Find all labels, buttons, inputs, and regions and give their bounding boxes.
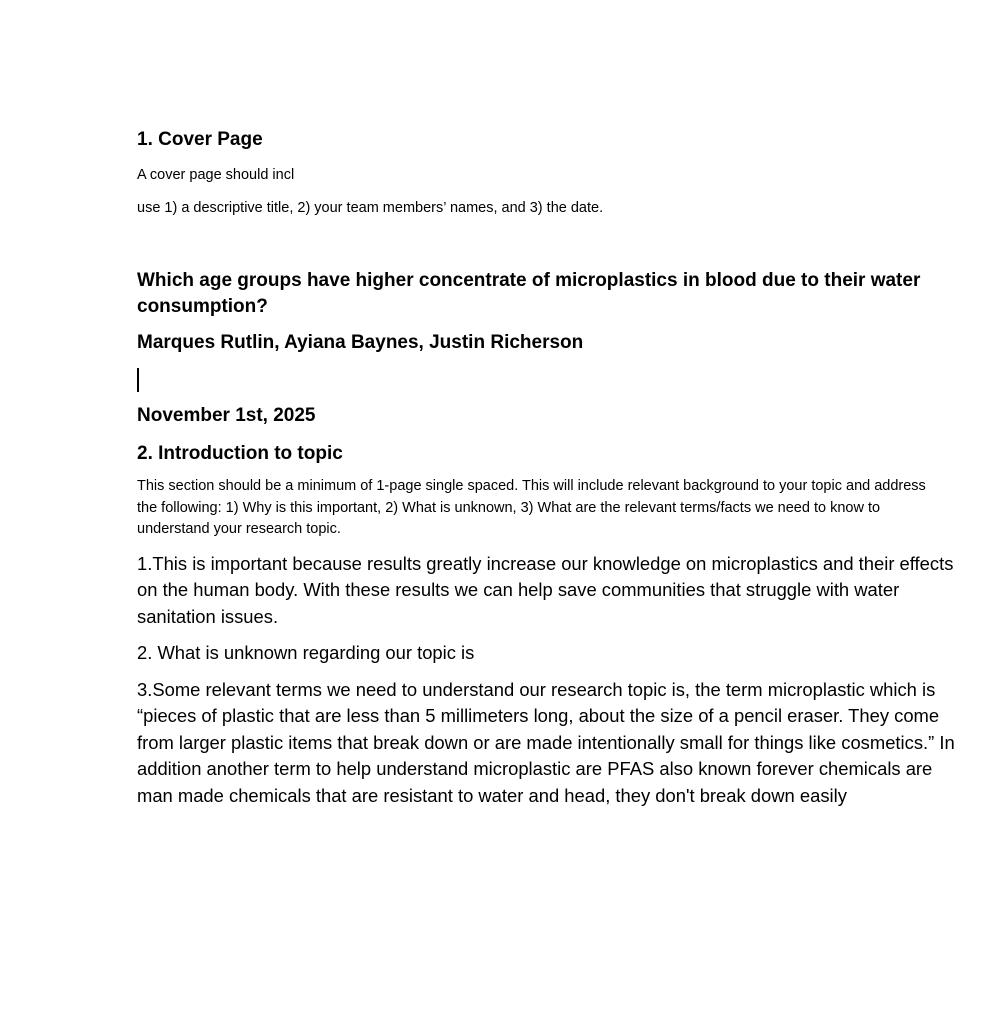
paragraph-line: sanitation issues.	[137, 605, 279, 627]
team-members: Marques Rutlin, Ayiana Baynes, Justin Richerson	[137, 332, 584, 353]
cover-instructions-line-1: A cover page should incl	[137, 167, 295, 183]
introduction-heading: 2. Introduction to topic	[137, 443, 343, 464]
introduction-instructions	[137, 476, 1002, 541]
instructions-line: understand your research topic.	[137, 521, 341, 537]
cover-page-heading: 1. Cover Page	[137, 129, 263, 150]
document-body[interactable]	[137, 128, 1002, 809]
paragraph-line: “pieces of plastic that are less than 5 millimeters long, about the size of a pencil eraser. They come	[137, 705, 940, 726]
paragraph-line: from larger plastic items that break down or are made intentionally small for things like cosmetics.” In	[137, 731, 955, 753]
report-title-line-2: consumption?	[137, 296, 268, 317]
report-title-line-1: Which age groups have higher concentrate of microplastics in blood due to their water	[137, 270, 921, 291]
cover-instructions-line-2: use 1) a descriptive title, 2) your team members’ names, and 3) the date.	[137, 199, 604, 216]
empty-line[interactable]	[137, 368, 1002, 392]
instructions-line: This section should be a minimum of 1-page single spaced. This will include relevant background to your topic and address	[137, 478, 926, 494]
paragraph-line: on the human body. With these results we can help save communities that struggle with water	[137, 579, 900, 600]
paragraph-line: man made chemicals that are resistant to water and head, they don't break down easily	[137, 784, 847, 806]
paragraph-line: 1.This is important because results greatly increase our knowledge on microplastics and their effects	[137, 552, 954, 574]
point-2-paragraph: 2. What is unknown regarding our topic is	[137, 642, 475, 663]
paragraph-line: addition another term to help understand microplastic are PFAS also known forever chemicals are	[137, 758, 933, 779]
point-1-paragraph	[137, 551, 1002, 631]
point-3-paragraph	[137, 677, 1002, 810]
instructions-line: the following: 1) Why is this important, 2) What is unknown, 3) What are the relevant terms/facts we need to know to	[137, 499, 881, 516]
text-cursor	[137, 368, 139, 392]
paragraph-line: 3.Some relevant terms we need to understand our research topic is, the term microplastic which is	[137, 678, 936, 700]
report-date: November 1st, 2025	[137, 405, 316, 426]
